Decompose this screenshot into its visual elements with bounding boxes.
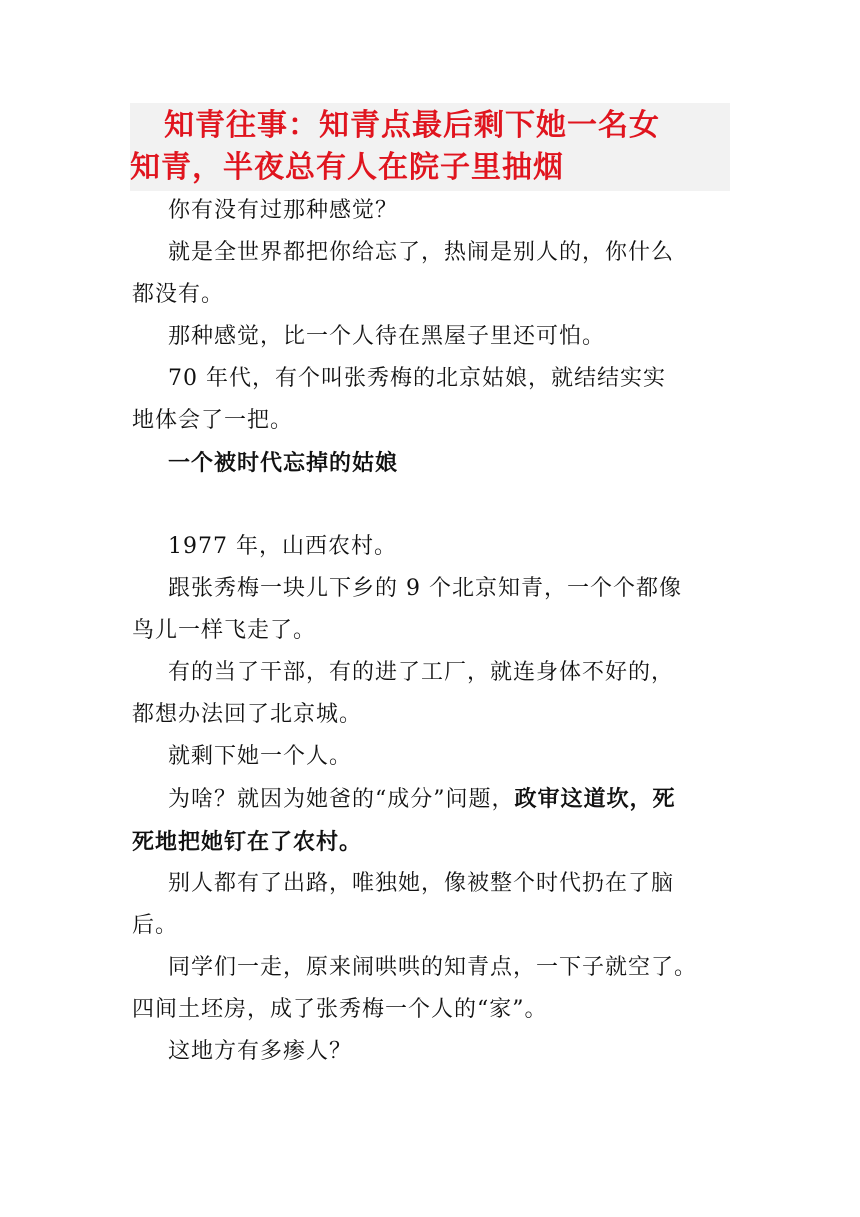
paragraph-9 (132, 778, 732, 863)
paragraph-11-line-2: 四间土坯房，成了张秀梅一个人的“家”。 (132, 997, 548, 1022)
paragraph-9-normal-text: 为啥？就因为她爸的“成分”问题， (168, 787, 515, 812)
section-subheading: 一个被时代忘掉的姑娘 (168, 450, 399, 476)
blank-line (132, 484, 732, 526)
paragraph-7-line-2: 都想办法回了北京城。 (132, 702, 363, 727)
paragraph-12: 这地方有多瘆人？ (168, 1039, 353, 1064)
paragraph-9-bold-text: 政审这道坎，死 (514, 786, 676, 812)
paragraph-6-line-1: 跟张秀梅一块儿下乡的 9 个北京知青，一个个都像 (168, 576, 682, 601)
paragraph-10-line-1: 别人都有了出路，唯独她，像被整个时代扔在了脑 (168, 871, 675, 896)
paragraph-4-line-2: 地体会了一把。 (132, 408, 294, 433)
paragraph-2 (132, 232, 732, 316)
paragraph-11-line-1: 同学们一走，原来闹哄哄的知青点，一下子就空了。 (168, 955, 698, 980)
paragraph-1: 你有没有过那种感觉？ (168, 198, 399, 223)
paragraph-2-line-2: 都没有。 (132, 282, 225, 307)
paragraph-10-line-2: 后。 (132, 913, 179, 938)
paragraph-7 (132, 652, 732, 736)
title-line-2: 知青，半夜总有人在院子里抽烟 (130, 150, 564, 185)
paragraph-2-line-1: 就是全世界都把你给忘了，热闹是别人的，你什么 (168, 240, 675, 265)
paragraph-4 (132, 358, 732, 442)
paragraph-7-line-1: 有的当了干部，有的进了工厂，就连身体不好的， (168, 660, 675, 685)
paragraph-3: 那种感觉，比一个人待在黑屋子里还可怕。 (168, 324, 606, 349)
paragraph-10 (132, 863, 732, 947)
paragraph-6 (132, 568, 732, 652)
paragraph-9-line-2: 死地把她钉在了农村。 (132, 829, 363, 855)
paragraph-5: 1977 年，山西农村。 (168, 534, 397, 559)
paragraph-6-line-2: 鸟儿一样飞走了。 (132, 618, 317, 643)
paragraph-8: 就剩下她一个人。 (168, 744, 353, 769)
paragraph-11 (132, 947, 732, 1031)
title-line-1: 知青往事：知青点最后剩下她一名女 (164, 108, 660, 143)
paragraph-4-line-1: 70 年代，有个叫张秀梅的北京姑娘，就结结实实 (168, 366, 666, 391)
article-body (132, 190, 732, 1073)
article-title (130, 103, 730, 191)
